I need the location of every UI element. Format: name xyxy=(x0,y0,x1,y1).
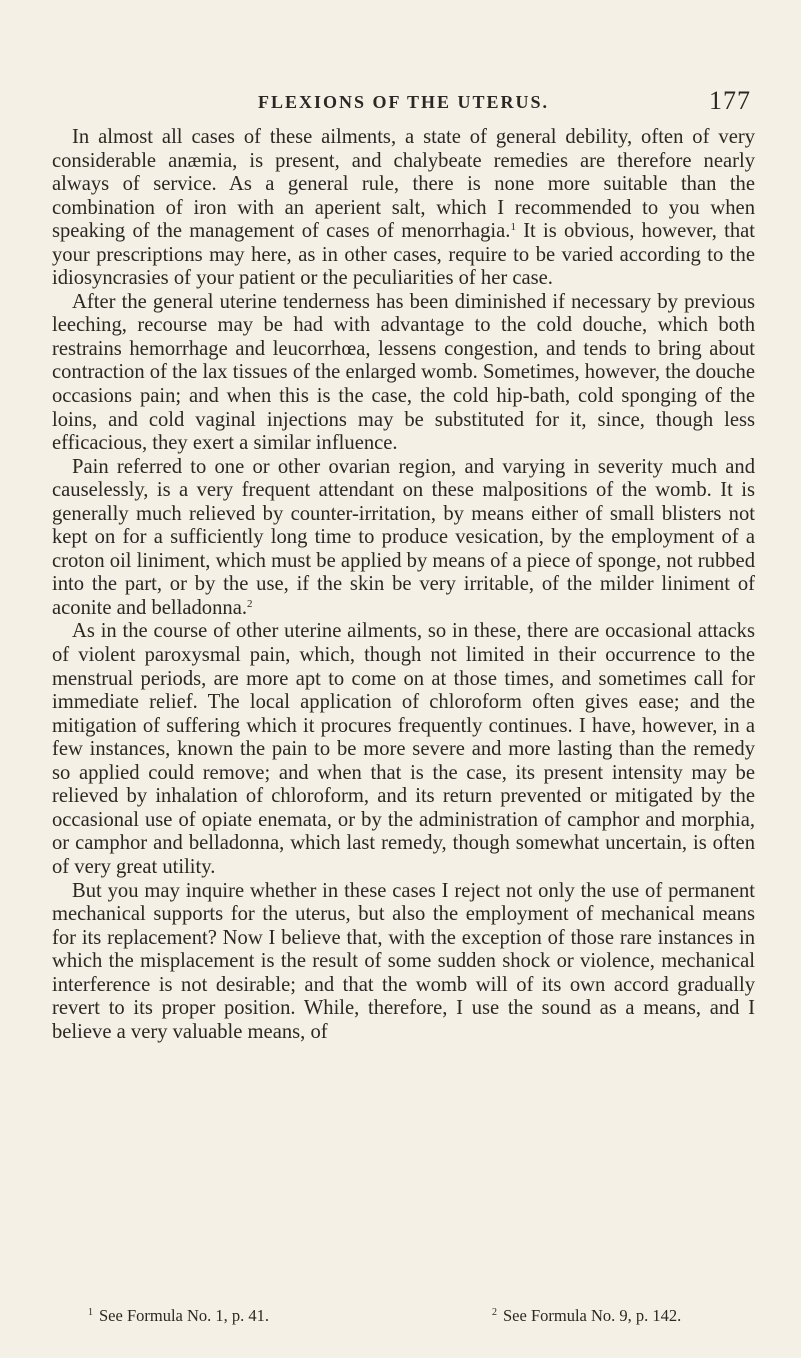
footnote-ref: 1 xyxy=(510,221,516,234)
footnote-text: See Formula No. 9, p. 142. xyxy=(503,1306,682,1325)
paragraph xyxy=(52,456,755,621)
page-number: 177 xyxy=(709,86,751,115)
paragraph xyxy=(52,620,755,879)
paragraph-text: In almost all cases of these ailments, a state of general debility, often of very considerable anæmia, is present, and chalybeate remedies are therefore nearly always of service. As a general rule, there is none more suitable than the combination of iron with an aperient salt, which I recommended to you when speaking of the management of cases of menorrhagia. xyxy=(52,126,755,243)
paragraph-text: It is obvious, however, that your prescriptions may here, as in other cases, require to be varied according to the idiosyncrasies of your patient or the peculiarities of her case. xyxy=(52,220,755,290)
paragraph-text: Pain referred to one or other ovarian region, and varying in severity much and causelessly, is a very frequent attendant on these malpositions of the womb. It is generally much relieved by counter-irritation, by means either of small blisters not kept on for a sufficiently long time to produce vesication, by the employment of a croton oil liniment, which must be applied by means of a piece of sponge, not rubbed into the part, or by the use, if the skin be very irritable, of the milder liniment of aconite and belladonna. xyxy=(52,455,755,619)
paragraph xyxy=(52,126,755,291)
paragraph-text: As in the course of other uterine ailments, so in these, there are occasional attacks of violent paroxysmal pain, which, though not limited in their occurrence to the menstrual periods, are more apt to come on at those times, and sometimes call for immediate relief. The local application of chloroform often gives ease; and the mitigation of suffering which it procures frequently continues. I have, however, in a few instances, known the pain to be more severe and more lasting than the remedy so applied could remove; and when that is the case, its present intensity may be relieved by inhalation of chloroform, and its return prevented or mitigated by the occasional use of opiate enemata, or by the administration of camphor and morphia, or camphor and belladonna, which last remedy, though somewhat uncertain, is often of very great utility. xyxy=(52,620,755,878)
paragraph-text: But you may inquire whether in these cases I reject not only the use of permanent mechanical supports for the uterus, but also the employment of mechanical means for its replacement? Now I believe that, with the exception of those rare instances in which the misplacement is the result of some sudden shock or violence, mechanical interference is not desirable; and that the womb will of its own accord gradually revert to its proper position. While, therefore, I use the sound as a means, and I believe a very valuable means, of xyxy=(52,879,755,1043)
running-head: FLEXIONS OF THE UTERUS. xyxy=(257,92,550,112)
footnote-2 xyxy=(492,1306,681,1326)
paragraph-text: After the general uterine tenderness has been diminished if necessary by previous leeching, recourse may be had with advantage to the cold douche, which both restrains hemorrhage and leucorrhœa, lessens congestion, and tends to bring about contraction of the lax tissues of the enlarged womb. Sometimes, however, the douche occasions pain; and when this is the case, the cold hip-bath, cold sponging of the loins, and cold vaginal injections may be substituted for it, since, though less efficacious, they exert a similar influence. xyxy=(52,290,755,455)
footnote-text: See Formula No. 1, p. 41. xyxy=(99,1306,270,1325)
paragraph xyxy=(52,880,755,1045)
paragraph xyxy=(52,291,755,456)
page-header xyxy=(52,86,755,116)
footnotes xyxy=(88,1306,755,1330)
footnote-ref: 2 xyxy=(247,597,253,610)
body-text xyxy=(52,126,755,1044)
footnote-mark: 1 xyxy=(88,1307,93,1318)
footnote-mark: 2 xyxy=(492,1307,497,1318)
footnote-1 xyxy=(88,1306,269,1326)
